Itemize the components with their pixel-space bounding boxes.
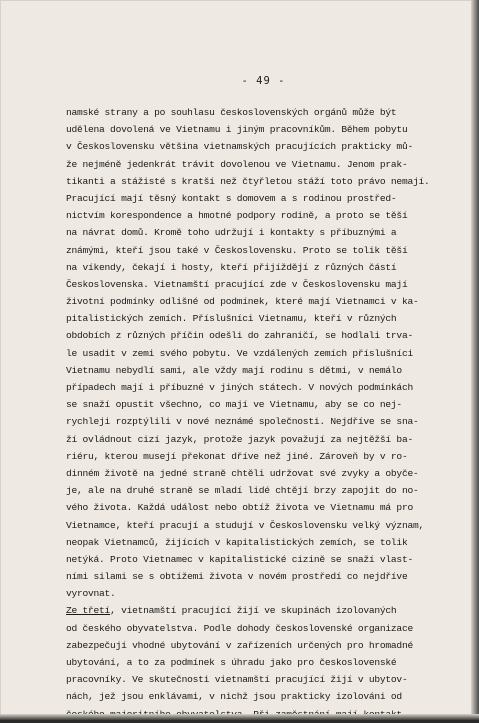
- text-line: pitalistických zemích. Příslušníci Vietnamu, kteří v různých: [66, 313, 397, 325]
- text-line: v Československu většina vietnamských pracujících prakticky mů-: [66, 141, 413, 153]
- text-line: že nejméně jedenkrát trávit dovolenou ve Vietnamu. Jenom prak-: [66, 158, 408, 170]
- text-line: riéru, kterou musejí překonat dříve než jiné. Zároveň by v ro-: [66, 450, 408, 462]
- text-line: le usadit v zemi svého pobytu. Ve vzdálených zemích příslušníci: [66, 347, 413, 359]
- text-line: dinném životě na jedné straně chtěli udržovat své zvyky a obyče-: [66, 467, 419, 479]
- text-line: nictvím korespondence a hmotné podpory rodině, a proto se těší: [66, 210, 408, 222]
- paragraph-first-line: [66, 602, 438, 619]
- text-line: od českého obyvatelstva. Podle dohody československé organizace: [66, 622, 413, 634]
- text-line: udělena dovolená ve Vietnamu i jiným pracovníkům. Během pobytu: [66, 124, 408, 136]
- text-line: ží ovládnout cizí jazyk, protože jazyk považují za nejtěžší ba-: [66, 433, 413, 445]
- page-edge-shadow: [471, 0, 479, 720]
- text-line: tikanti a stážisté s kratší než čtyřletou stáží toto právo nemají.: [66, 175, 430, 187]
- text-line: Vietnamce, kteří pracují a studují v Československu velký význam,: [66, 519, 424, 531]
- text-line: vého života. Každá událost nebo obtíž života ve Vietnamu má pro: [66, 502, 413, 514]
- text-line: pracovníky. Ve skutečnosti vietnamští pracující žijí v ubytov-: [66, 674, 408, 686]
- text-line: Pracující mají těsný kontakt s domovem a s rodinou prostřed-: [66, 192, 397, 204]
- text-line: Vietnamu nebydlí sami, ale vždy mají rodinu s dětmi, v nemálo: [66, 364, 402, 376]
- text-line: životní podmínky odlišné od podmínek, které mají Vietnamci v ka-: [66, 296, 419, 308]
- text-line: netýká. Proto Vietnamec v kapitalistické cizině se snaží vlast-: [66, 553, 413, 565]
- section-lead-underlined: Ze třetí: [66, 605, 111, 617]
- text-line: nách, jež jsou enklávami, v nichž jsou prakticky izolováni od: [66, 691, 402, 703]
- page-edge-shadow: [0, 714, 479, 720]
- text-line: je, ale na druhé straně se mladí lidé chtějí brzy zapojit do no-: [66, 485, 419, 497]
- text-line: neopak Vietnamců, žijících v kapitalistických zemích, se tolik: [66, 536, 408, 548]
- text-segment: , vietnamští pracující žijí ve skupinách izolovaných: [110, 605, 397, 617]
- text-line: ními silami se s obtížemi života v novém prostředí co nejdříve: [66, 571, 408, 583]
- text-line: namské strany a po souhlasu československých orgánů může být: [66, 107, 397, 118]
- text-line: Československa. Vietnamští pracující zde v Československu mají: [66, 278, 408, 290]
- text-line: případech mají i příbuzné v jiných státech. V nových podmínkách: [66, 382, 413, 393]
- text-line: obdobích z různých příčin odešli do zahraničí, se hodlali trva-: [66, 330, 413, 342]
- body-text: [66, 104, 438, 723]
- text-line: na návrat domů. Kromě toho udržují i kontakty s příbuznými a: [66, 227, 397, 239]
- text-line: se snaží opustit všechno, co mají ve Vietnamu, aby se co nej-: [66, 399, 402, 411]
- page-number: - 49 -: [241, 75, 286, 87]
- text-line: vyrovnat.: [66, 588, 116, 600]
- text-line: zabezpečují vhodné ubytování v zařízeních určených pro hromadné: [66, 639, 413, 651]
- text-line: rychleji rozptýlili v nové neznámé společnosti. Nejdříve se sna-: [66, 416, 419, 428]
- text-line: na víkendy, čekají i hosty, kteří přijíždějí z různých částí: [66, 261, 397, 273]
- text-line: ubytování, a to za podmínek s úhradu jako pro československé: [66, 657, 397, 668]
- text-line: známými, kteří jsou také v Československu. Proto se tolik těší: [66, 244, 408, 256]
